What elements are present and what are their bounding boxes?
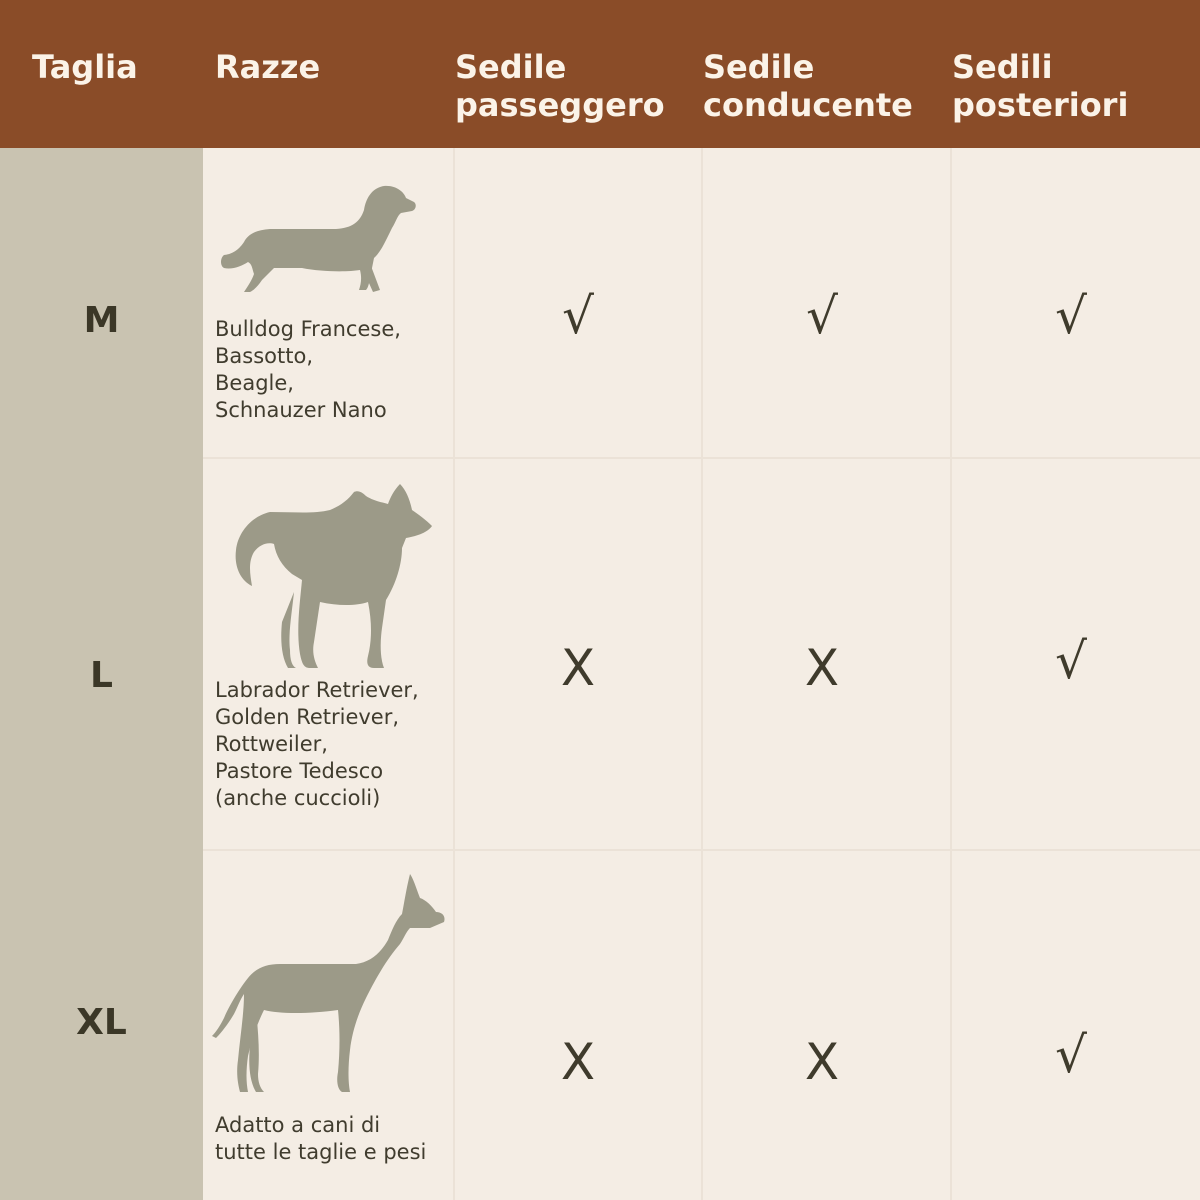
size-label-l: L xyxy=(90,655,113,696)
breeds-m: Bulldog Francese, Bassotto, Beagle, Schnauzer Nano xyxy=(215,317,401,422)
divider xyxy=(701,148,703,1200)
passenger-cross-xl: X xyxy=(560,1033,596,1091)
rear-check-m: √ xyxy=(1055,287,1087,345)
divider xyxy=(453,148,455,1200)
size-label-xl: XL xyxy=(76,1002,127,1043)
dachshund-icon xyxy=(218,182,418,297)
passenger-cross-l: X xyxy=(560,639,596,697)
breeds-l: Labrador Retriever, Golden Retriever, Rottweiler, Pastore Tedesco (anche cuccioli) xyxy=(215,678,419,810)
driver-cross-xl: X xyxy=(804,1033,840,1091)
great-dane-icon xyxy=(210,870,450,1100)
header-passenger-seat: Sedile passeggero xyxy=(455,48,665,124)
header-size: Taglia xyxy=(32,48,138,86)
breeds-xl: Adatto a cani di tutte le taglie e pesi xyxy=(215,1113,427,1164)
table-header xyxy=(0,0,1200,148)
rear-check-l: √ xyxy=(1055,632,1087,690)
header-breeds: Razze xyxy=(215,48,321,86)
header-rear-seats: Sedili posteriori xyxy=(952,48,1129,124)
size-label-m: M xyxy=(83,300,120,341)
driver-cross-l: X xyxy=(804,639,840,697)
divider xyxy=(203,457,1200,459)
divider xyxy=(203,849,1200,851)
rear-check-xl: √ xyxy=(1055,1026,1087,1084)
driver-check-m: √ xyxy=(806,287,838,345)
passenger-check-m: √ xyxy=(562,287,594,345)
spitz-dog-icon xyxy=(230,482,440,672)
header-driver-seat: Sedile conducente xyxy=(703,48,913,124)
divider xyxy=(950,148,952,1200)
